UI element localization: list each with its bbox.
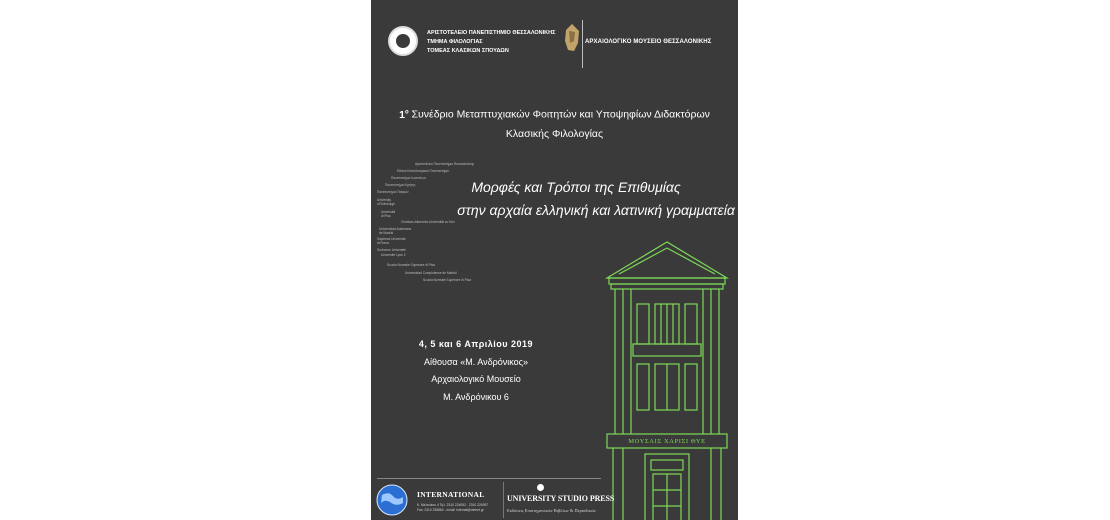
- museum-logo-icon: [563, 23, 581, 53]
- publisher-divider: [503, 482, 504, 518]
- conference-title-line1: Συνέδριο Μεταπτυχιακών Φοιτητών και Υποψηφίων Διδακτόρων: [408, 108, 710, 121]
- university-entry: di Pisa: [381, 214, 391, 218]
- museum-divider: [582, 20, 583, 68]
- university-entry: of Edinburgh: [377, 202, 396, 206]
- conference-title: [371, 103, 738, 144]
- museum-name: ΑΡΧΑΙΟΛΟΓΙΚΟ ΜΟΥΣΕΙΟ ΘΕΣΣΑΛΟΝΙΚΗΣ: [585, 39, 712, 45]
- university-entry: Sapienza Università: [377, 237, 406, 241]
- globe-logo-icon: [375, 483, 409, 517]
- section-name: ΤΟΜΕΑΣ ΚΛΑΣΙΚΩΝ ΣΠΟΥΔΩΝ: [427, 48, 509, 54]
- publisher-name: UNIVERSITY STUDIO PRESS: [507, 494, 615, 503]
- event-address: Μ. Ανδρόνικου 6: [443, 391, 509, 402]
- event-details: [371, 336, 581, 406]
- university-entry: Αριστοτέλειο Πανεπιστήμιο Θεσσαλονίκης: [415, 162, 475, 166]
- university-entry: Università: [381, 210, 396, 214]
- university-entry: Sorbonne Université: [377, 248, 406, 252]
- international-contact-line2: Fax: 2310 238864 - email: Internat@otenet.gr: [417, 508, 484, 512]
- university-entry: Université Lyon 2: [381, 253, 406, 257]
- university-entry: Εθνικό Καποδιστριακό Πανεπιστήμιο: [397, 169, 449, 173]
- event-dates: 4, 5 και 6 Απριλίου 2019: [418, 339, 534, 349]
- university-seal-icon: [388, 26, 418, 56]
- conference-ordinal: 1: [399, 108, 405, 121]
- main-title-line2: στην αρχαία ελληνική και λατινική γραμματεία: [457, 202, 735, 218]
- university-entry: de Madrid: [379, 231, 394, 235]
- department-name: ΤΜΗΜΑ ΦΙΛΟΛΟΓΙΑΣ: [427, 39, 483, 45]
- conference-poster: [371, 0, 738, 520]
- building-inscription: ΜΟΥΣΑΙΣ ΧΑΡΙΣΙ ΘΥΕ: [628, 438, 706, 445]
- university-entry: Scuola Normale Superiore di Pisa: [423, 278, 471, 282]
- university-entry: Πανεπιστήμιο Πατρών: [377, 190, 409, 194]
- conference-title-line2: Κλασικής Φιλολογίας: [505, 127, 604, 140]
- event-venue: Αρχαιολογικό Μουσείο: [431, 374, 521, 384]
- university-entry: Universidad Autónoma: [379, 227, 412, 231]
- publisher-tagline: Εκδόσεις Επιστημονικών Βιβλίων & Περιοδικών: [507, 508, 596, 513]
- university-entry: Πανεπιστήμιο Κρήτης: [385, 183, 416, 187]
- main-title-line1: Μορφές και Τρόποι της Επιθυμίας: [471, 179, 681, 195]
- event-hall: Αίθουσα «Μ. Ανδρόνικος»: [424, 356, 528, 367]
- footer-divider: [377, 478, 601, 479]
- international-contact-line1: Κ. Μελενίκου 4 Τηλ. 2310 224052 - 2310 224957: [417, 503, 489, 507]
- international-label: INTERNATIONAL: [417, 490, 485, 499]
- publisher-emblem-icon: [537, 484, 544, 491]
- university-entry: Scuola Normale Superiore di Pisa: [387, 263, 435, 267]
- university-entry: Πανεπιστήμιο Ιωαννίνων: [391, 176, 427, 180]
- international-contact: [417, 503, 488, 513]
- conference-ordinal-suffix: ο: [404, 109, 409, 115]
- university-entry: Universidad Complutense de Madrid: [405, 271, 457, 275]
- university-name: ΑΡΙΣΤΟΤΕΛΕΙΟ ΠΑΝΕΠΙΣΤΗΜΙΟ ΘΕΣΣΑΛΟΝΙΚΗΣ: [427, 30, 556, 36]
- university-affiliation: [427, 29, 555, 56]
- museum-building-illustration: [603, 240, 731, 520]
- university-entry: University: [377, 198, 391, 202]
- main-title: [411, 176, 738, 222]
- university-entry: di Roma: [377, 241, 389, 245]
- university-entry: Christian-Albrechts-Universität zu Kiel: [401, 220, 455, 224]
